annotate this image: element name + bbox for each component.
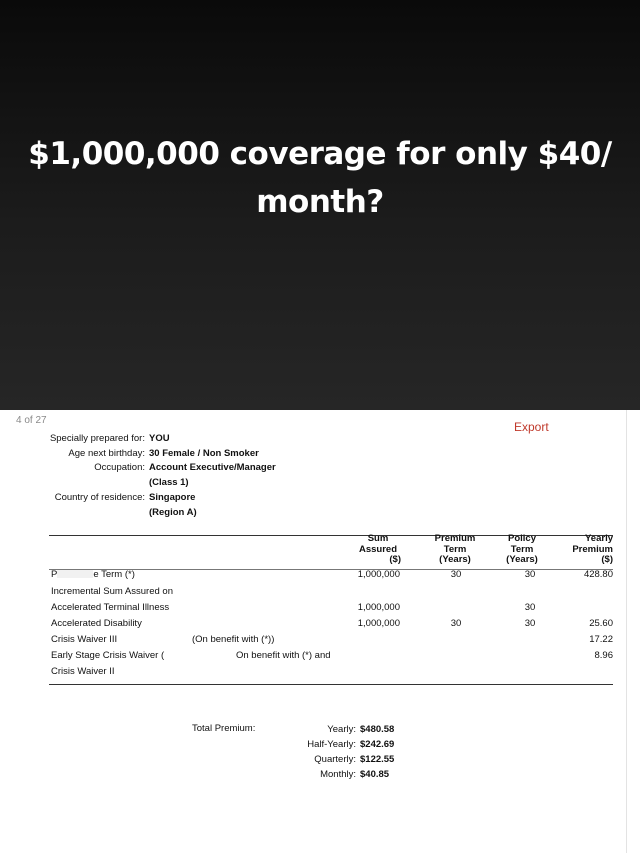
document-page xyxy=(0,410,640,853)
column-header-policy-term xyxy=(499,534,545,566)
row-note: On benefit with (*) and xyxy=(236,650,331,661)
info-value: 30 Female / Non Smoker xyxy=(149,448,259,459)
column-header-line: (Years) xyxy=(439,554,471,565)
banner-title-line-1: $1,000,000 coverage for only $40/ xyxy=(28,136,612,172)
cell-sum-assured: 1,000,000 xyxy=(357,569,400,580)
total-value-half-yearly: $242.69 xyxy=(360,739,395,750)
info-label: Age next birthday: xyxy=(68,448,145,459)
column-header-line: Premium xyxy=(572,543,613,555)
info-value: YOU xyxy=(149,433,170,444)
banner-title-line-2: month? xyxy=(256,184,384,220)
table-row-name: Accelerated Disability xyxy=(51,618,142,629)
info-value: Singapore xyxy=(149,492,196,503)
info-value: (Region A) xyxy=(149,507,197,518)
info-value: (Class 1) xyxy=(149,477,189,488)
table-row-name: Crisis Waiver II xyxy=(51,666,115,677)
column-header-line: Yearly xyxy=(585,533,613,544)
column-header-line: Term xyxy=(443,543,467,555)
table-row-name: Crisis Waiver III xyxy=(51,634,118,645)
column-header-line: Term xyxy=(510,543,534,555)
cell-sum-assured: 1,000,000 xyxy=(357,618,400,629)
column-header-line: ($) xyxy=(601,554,613,565)
total-label-yearly: Yearly: xyxy=(327,724,356,735)
info-label: Country of residence: xyxy=(54,492,145,503)
total-value-monthly: $40.85 xyxy=(360,769,390,780)
column-header-line: Assured xyxy=(358,543,397,555)
cell-sum-assured: 1,000,000 xyxy=(357,602,400,613)
column-header-line: Sum xyxy=(367,533,389,544)
page-edge-divider xyxy=(626,410,627,853)
total-label-half-yearly: Half-Yearly: xyxy=(307,739,356,750)
column-header-premium-term xyxy=(432,534,478,566)
cell-policy-term: 30 xyxy=(524,618,536,629)
info-value: Account Executive/Manager xyxy=(149,462,276,473)
cell-yearly-premium: 8.96 xyxy=(594,650,613,661)
row-note: (On benefit with (*)) xyxy=(192,634,275,645)
banner xyxy=(0,0,640,410)
table-row-name xyxy=(51,569,135,580)
column-header-line: Policy xyxy=(508,533,536,544)
column-header-yearly-premium xyxy=(565,534,613,566)
cell-yearly-premium: 428.80 xyxy=(583,569,613,580)
table-bottom-rule xyxy=(49,684,613,685)
column-header-sum-assured xyxy=(355,534,401,566)
cell-premium-term: 30 xyxy=(450,618,462,629)
column-header-line: ($) xyxy=(389,554,401,565)
cell-yearly-premium: 25.60 xyxy=(589,618,613,629)
banner-title xyxy=(20,130,620,226)
total-value-quarterly: $122.55 xyxy=(360,754,395,765)
table-row-name: Incremental Sum Assured on xyxy=(51,586,173,597)
column-header-line: Premium xyxy=(434,533,476,544)
table-row-name: Accelerated Terminal Illness xyxy=(51,602,170,613)
total-label-monthly: Monthly: xyxy=(320,769,356,780)
row-name-part: e Term (*) xyxy=(93,569,135,580)
info-label: Occupation: xyxy=(94,462,145,473)
cell-premium-term: 30 xyxy=(450,569,462,580)
cell-policy-term: 30 xyxy=(524,602,536,613)
page-indicator: 4 of 27 xyxy=(16,415,47,426)
table-row-name: Early Stage Crisis Waiver ( xyxy=(51,650,165,661)
total-value-yearly: $480.58 xyxy=(360,724,395,735)
info-label: Specially prepared for: xyxy=(49,433,145,444)
cell-policy-term: 30 xyxy=(524,569,536,580)
total-premium-label: Total Premium: xyxy=(192,723,256,734)
export-button[interactable]: Export xyxy=(514,420,549,434)
redaction xyxy=(57,570,93,578)
row-name-part: P xyxy=(51,569,58,580)
column-header-line: (Years) xyxy=(506,554,538,565)
total-label-quarterly: Quarterly: xyxy=(314,754,356,765)
cell-yearly-premium: 17.22 xyxy=(589,634,613,645)
